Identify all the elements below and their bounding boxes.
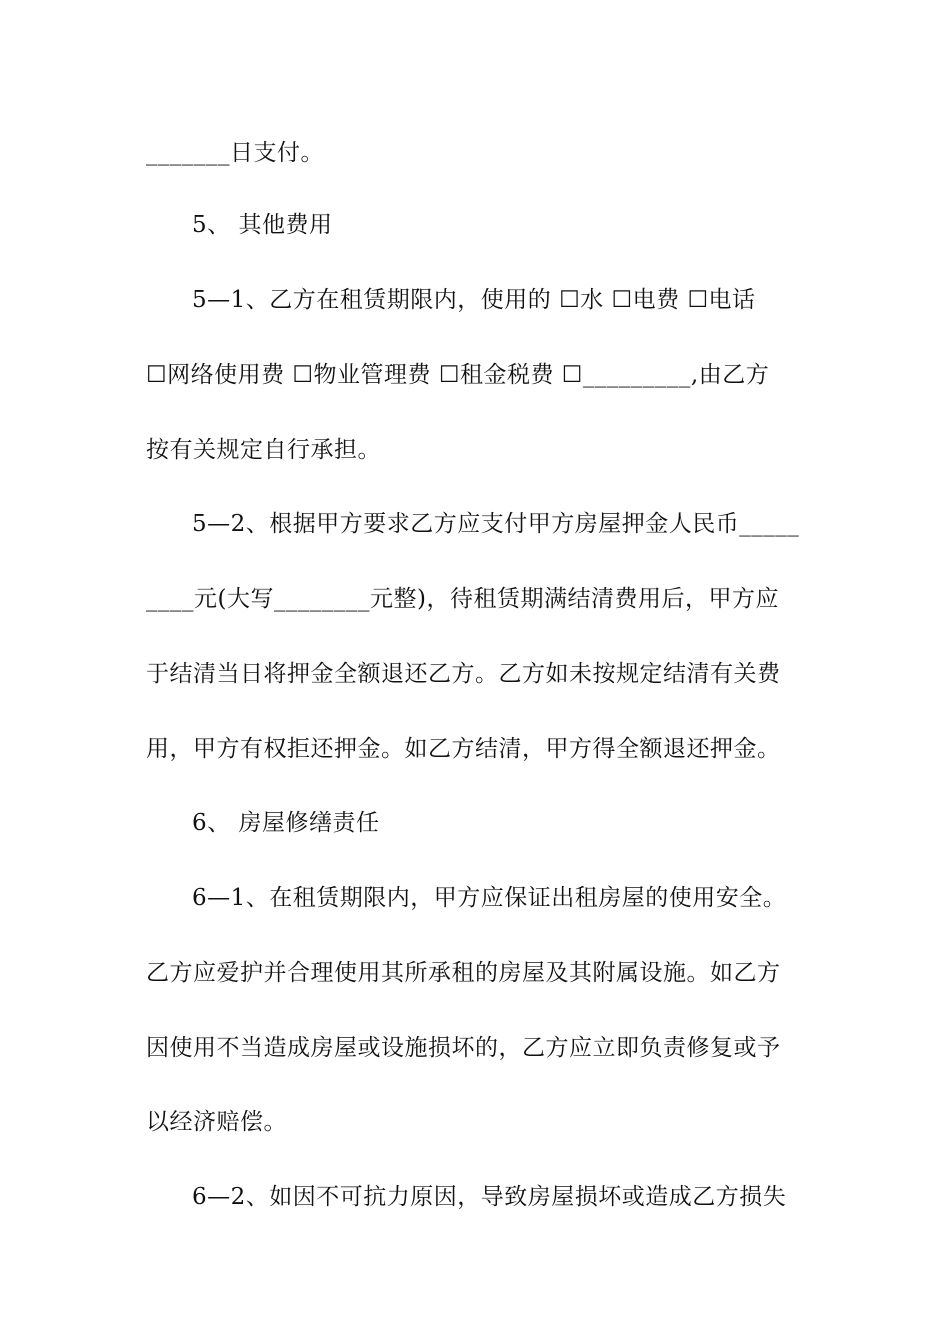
clause-6-1-line-3: 因使用不当造成房屋或设施损坏的，乙方应立即负责修复或予 (146, 1035, 781, 1061)
clause-6-2-line-1: 6—2、如因不可抗力原因，导致房屋损坏或造成乙方损失 (192, 1184, 787, 1210)
payment-date-line: _______日支付。 (146, 140, 324, 166)
clause-6-1-line-1: 6—1、在租赁期限内，甲方应保证出租房屋的使用安全。 (192, 885, 787, 911)
clause-5-1-line-3: 按有关规定自行承担。 (146, 437, 381, 463)
clause-5-2-line-3: 于结清当日将押金全额退还乙方。乙方如未按规定结清有关费 (146, 661, 781, 687)
clause-6-1-line-4: 以经济赔偿。 (146, 1109, 287, 1135)
section-5-heading: 5、 其他费用 (192, 212, 333, 238)
section-6-heading: 6、 房屋修缮责任 (192, 810, 380, 836)
clause-5-1-line-2: ☐网络使用费 ☐物业管理费 ☐租金税费 ☐_________,由乙方 (146, 362, 770, 388)
clause-5-2-line-1: 5—2、根据甲方要求乙方应支付甲方房屋押金人民币_____ (192, 511, 800, 537)
clause-5-2-line-2: ____元(大写________元整)，待租赁期满结清费用后，甲方应 (146, 586, 779, 612)
clause-5-2-line-4: 用，甲方有权拒还押金。如乙方结清，甲方得全额退还押金。 (146, 736, 781, 762)
clause-5-1-line-1: 5—1、乙方在租赁期限内，使用的 ☐水 ☐电费 ☐电话 (192, 287, 756, 313)
clause-6-1-line-2: 乙方应爱护并合理使用其所承租的房屋及其附属设施。如乙方 (146, 960, 781, 986)
